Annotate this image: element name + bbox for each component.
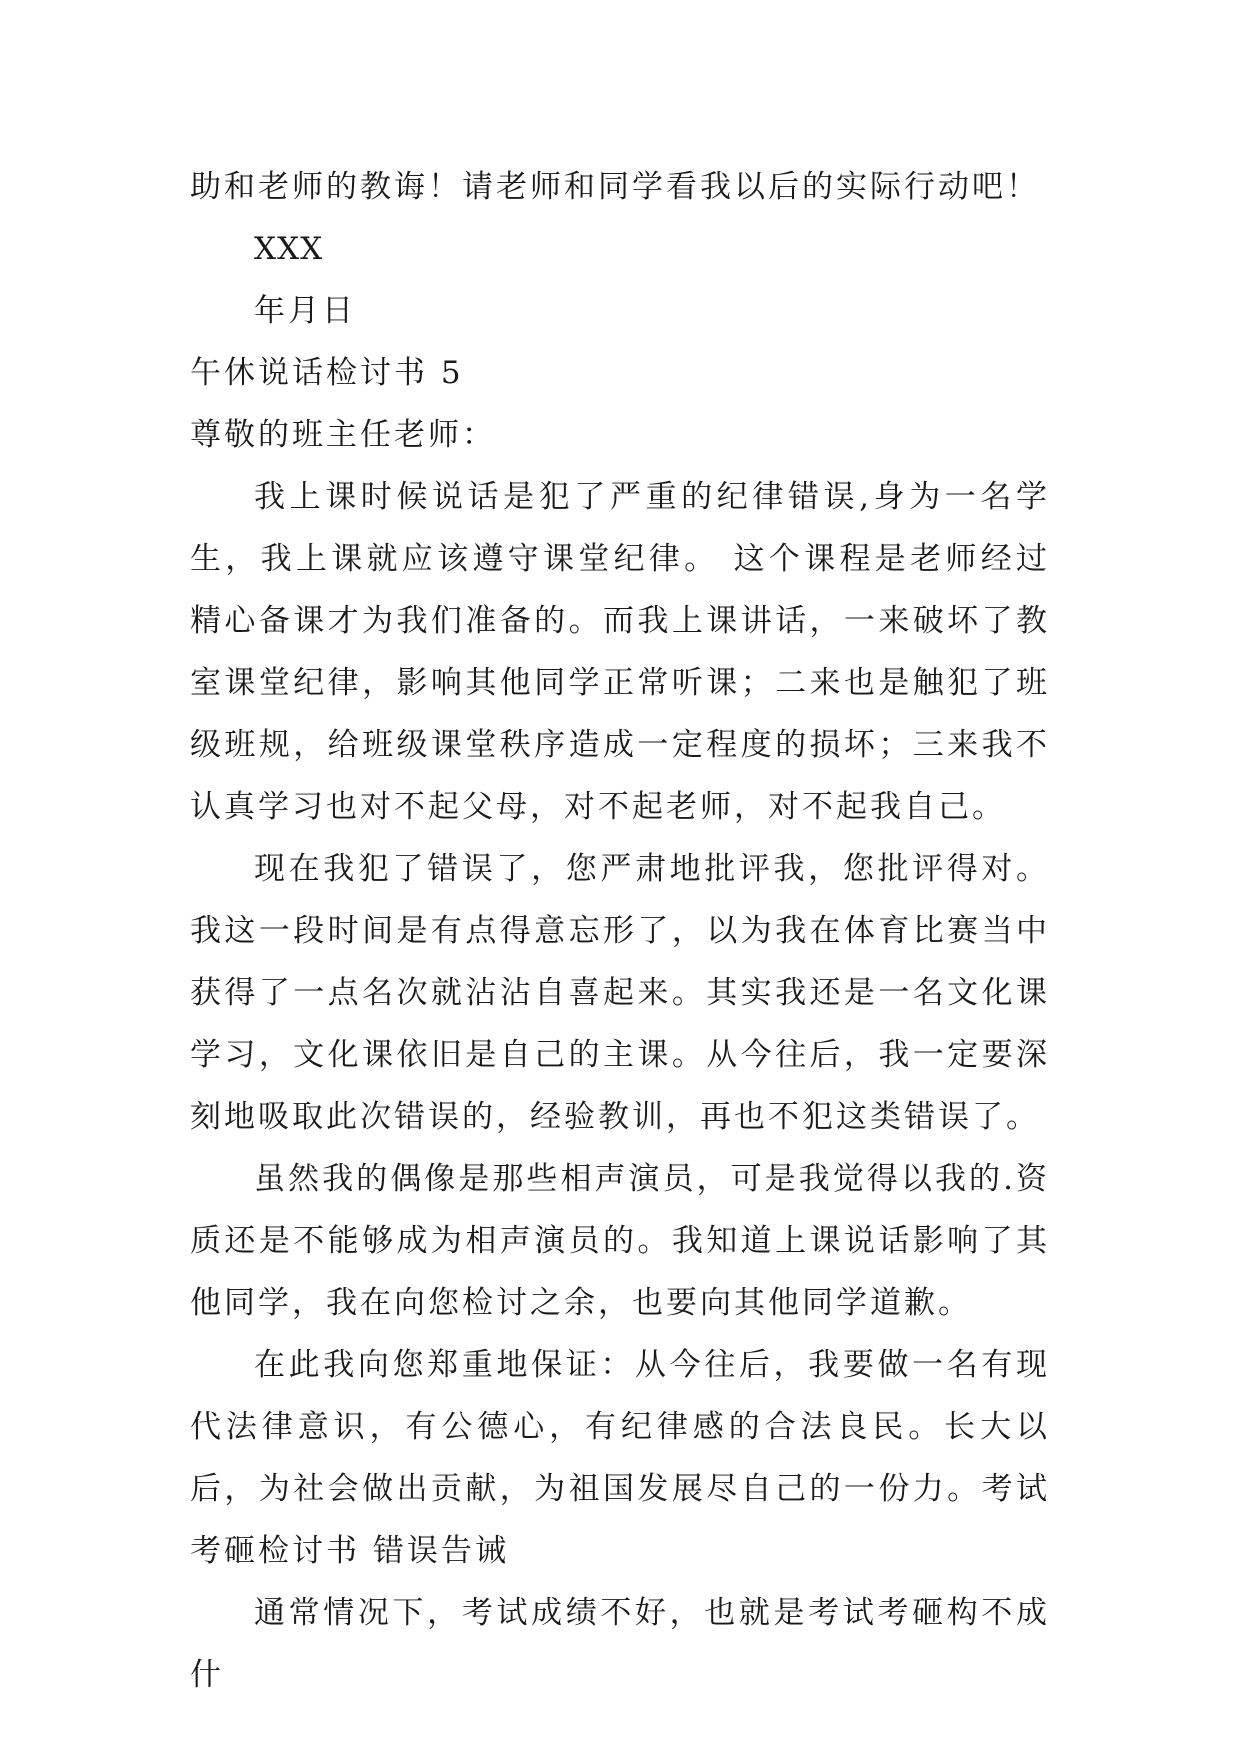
signature-date: 年月日 <box>254 293 356 329</box>
salutation: 尊敬的班主任老师： <box>190 417 496 453</box>
paragraph: 我上课时候说话是犯了严重的纪律错误,身为一名学生，我上课就应该遵守课堂纪律。 这个课程是老师经过精心备课才为我们准备的。而我上课讲话，一来破坏了教室课堂纪律，影响其他同学正常听课；二来也是触犯了班级班规，给班级课堂秩序造成一定程度的损坏；三来我不认真学习也对不起父母，对不起老师，对不起我自己。 <box>190 479 1050 825</box>
closing-line: 助和老师的教诲！请老师和同学看我以后的实际行动吧！ <box>190 169 1040 205</box>
signature-name: XXX <box>254 231 324 267</box>
paragraph: 虽然我的偶像是那些相声演员，可是我觉得以我的.资质还是不能够成为相声演员的。我知道上课说话影响了其他同学，我在向您检讨之余，也要向其他同学道歉。 <box>190 1161 1050 1321</box>
section-title: 午休说话检讨书 5 <box>190 355 464 391</box>
paragraph: 在此我向您郑重地保证：从今往后，我要做一名有现代法律意识，有公德心，有纪律感的合法良民。长大以后，为社会做出贡献，为祖国发展尽自己的一份力。考试考砸检讨书 错误告诫 <box>190 1347 1050 1569</box>
document-body <box>190 156 1050 1706</box>
paragraph: 现在我犯了错误了，您严肃地批评我，您批评得对。我这一段时间是有点得意忘形了，以为我在体育比赛当中获得了一点名次就沾沾自喜起来。其实我还是一名文化课学习，文化课依旧是自己的主课。从今往后，我一定要深刻地吸取此次错误的，经验教训，再也不犯这类错误了。 <box>190 851 1050 1135</box>
paragraph: 通常情况下，考试成绩不好，也就是考试考砸构不成什 <box>190 1595 1050 1693</box>
